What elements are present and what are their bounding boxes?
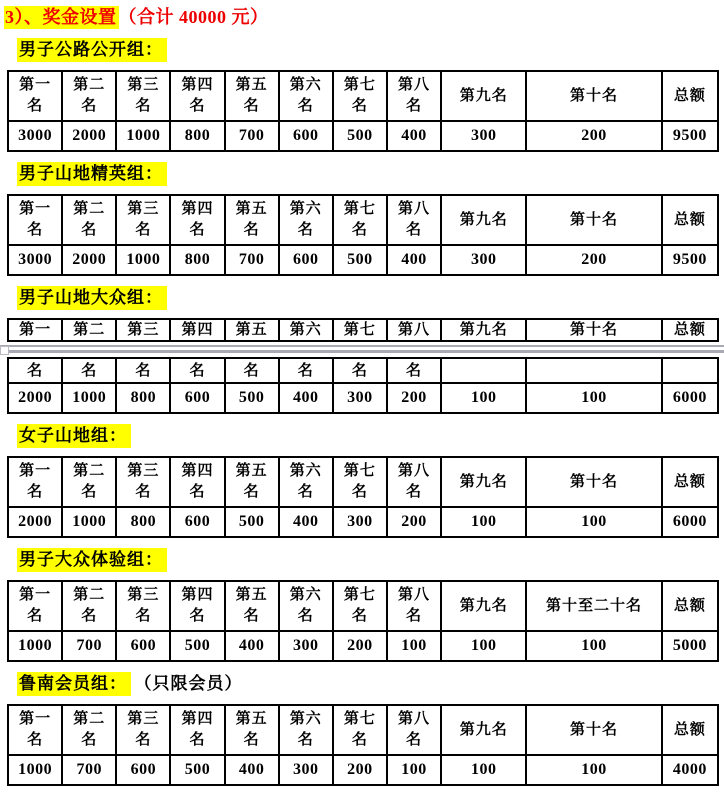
- column-header-cell: [225, 581, 279, 631]
- prize-value-cell: 2000: [62, 245, 116, 275]
- prize-value-cell: 500: [225, 507, 279, 537]
- column-header-line2: 名: [243, 608, 260, 624]
- column-header-cell: [387, 71, 441, 121]
- section-heading: [17, 669, 724, 695]
- column-header-cell: [333, 195, 387, 245]
- sections-container: [0, 35, 724, 786]
- column-header-cell: [441, 457, 526, 507]
- column-header-cell: [225, 457, 279, 507]
- column-header-line2: 名: [81, 608, 98, 624]
- column-header-cell: [662, 319, 718, 341]
- prize-value-cell: 100: [526, 383, 661, 413]
- prize-value-cell: 400: [279, 507, 333, 537]
- column-header-line2: 名: [135, 222, 152, 238]
- column-header-line2: 名: [81, 732, 98, 748]
- column-header-cell: [116, 319, 170, 341]
- column-header-line1: 第四: [181, 77, 214, 93]
- column-header-cell: [8, 71, 62, 121]
- column-header-line1: 第九名: [459, 322, 508, 338]
- prize-value-cell: 9500: [662, 245, 718, 275]
- column-header-line1: 第十名: [570, 211, 619, 228]
- column-header-line1: 第四: [181, 322, 214, 338]
- column-header-cell: [225, 71, 279, 121]
- column-header-line1: 第五: [235, 711, 268, 727]
- column-header-line1: 总额: [673, 87, 706, 104]
- prize-value-cell: 5000: [662, 631, 718, 661]
- column-header-line1: 第四: [181, 201, 214, 217]
- column-header-line1: 第一: [19, 201, 52, 217]
- column-header-cell: [441, 195, 526, 245]
- prize-value-cell: 200: [526, 245, 661, 275]
- prize-value-cell: 300: [441, 121, 526, 151]
- prize-value-row: [8, 631, 718, 661]
- prize-value-cell: 100: [387, 631, 441, 661]
- column-header-line2: 名: [135, 732, 152, 748]
- column-header-line1: 第八: [398, 587, 431, 603]
- column-header-line1: 第五: [235, 77, 268, 93]
- column-header-line1: 第六: [289, 322, 322, 338]
- column-header-line1: 第八: [398, 322, 431, 338]
- column-header-cell: [116, 457, 170, 507]
- column-header-line1: 第五: [235, 587, 268, 603]
- prize-value-row: [8, 121, 718, 151]
- column-header-cell: [526, 581, 661, 631]
- column-header-cell: [662, 705, 718, 755]
- prize-value-cell: 700: [225, 245, 279, 275]
- prize-value-cell: 6000: [662, 507, 718, 537]
- column-header-line2: 名: [406, 732, 423, 748]
- column-header-line1: 第十名: [570, 721, 619, 738]
- prize-value-cell: 200: [526, 121, 661, 151]
- column-header-cell: 名: [170, 358, 224, 383]
- page-title-highlighted: 3）、奖金设置: [5, 7, 117, 27]
- column-header-line1: 第十名: [570, 87, 619, 104]
- column-header-line1: 第二: [73, 463, 106, 479]
- prize-value-cell: 2000: [8, 383, 62, 413]
- column-header-line1: 总额: [673, 721, 706, 738]
- column-header-line1: 第七: [343, 322, 376, 338]
- prize-value-cell: 300: [441, 245, 526, 275]
- prize-value-cell: 700: [62, 631, 116, 661]
- column-header-line1: 第四: [181, 463, 214, 479]
- column-header-cell: [8, 195, 62, 245]
- prize-value-cell: 100: [526, 507, 661, 537]
- column-header-cell: [441, 705, 526, 755]
- column-header-cell: [116, 71, 170, 121]
- column-header-line1: 第八: [398, 201, 431, 217]
- column-header-cell: [8, 319, 62, 341]
- column-header-line1: 第九名: [459, 211, 508, 228]
- column-header-cell: [62, 319, 116, 341]
- column-header-line1: 第七: [343, 201, 376, 217]
- section-heading: [17, 35, 724, 61]
- prize-value-cell: 600: [279, 121, 333, 151]
- column-header-line2: 名: [81, 98, 98, 114]
- column-header-cell: [62, 705, 116, 755]
- column-header-line2: 名: [189, 484, 206, 500]
- section-label: 男子山地精英组：: [17, 162, 167, 186]
- prize-value-cell: 1000: [8, 631, 62, 661]
- column-header-cell: [526, 195, 661, 245]
- prize-value-cell: 1000: [116, 245, 170, 275]
- column-header-cell: [526, 457, 661, 507]
- column-header-cell: [279, 71, 333, 121]
- column-header-cell: [662, 581, 718, 631]
- column-header-cell: [279, 581, 333, 631]
- page-title: [0, 0, 724, 28]
- column-header-cell: 名: [333, 358, 387, 383]
- column-header-line2: 名: [27, 98, 44, 114]
- prize-header-row: [8, 195, 718, 245]
- column-header-line1: 第一: [19, 322, 52, 338]
- column-header-line2: 名: [406, 484, 423, 500]
- prize-value-cell: 600: [279, 245, 333, 275]
- page-corner: [0, 346, 9, 355]
- column-header-cell: [662, 71, 718, 121]
- prize-value-cell: 500: [170, 631, 224, 661]
- column-header-cell: 名: [116, 358, 170, 383]
- prize-header-row: [8, 457, 718, 507]
- prize-header-row: [8, 581, 718, 631]
- prize-value-cell: 300: [333, 383, 387, 413]
- prize-value-cell: 200: [387, 507, 441, 537]
- prize-value-cell: 800: [116, 507, 170, 537]
- prize-value-cell: 9500: [662, 121, 718, 151]
- column-header-line1: 第六: [289, 463, 322, 479]
- section-heading: [17, 283, 724, 309]
- prize-header-row-top: [8, 319, 718, 341]
- column-header-line2: 名: [406, 608, 423, 624]
- column-header-line1: 第九名: [459, 87, 508, 104]
- column-header-cell: [170, 705, 224, 755]
- column-header-line2: 名: [189, 608, 206, 624]
- column-header-line1: 第九名: [459, 473, 508, 490]
- prize-value-cell: 2000: [8, 507, 62, 537]
- prize-value-cell: 100: [526, 631, 661, 661]
- column-header-line1: 第一: [19, 463, 52, 479]
- column-header-cell: [116, 195, 170, 245]
- column-header-line2: 名: [351, 732, 368, 748]
- column-header-cell: [170, 319, 224, 341]
- prize-value-cell: 500: [333, 245, 387, 275]
- column-header-line1: 第二: [73, 77, 106, 93]
- column-header-line1: 第一: [19, 711, 52, 727]
- column-header-cell: [279, 705, 333, 755]
- column-header-cell: [441, 319, 526, 341]
- column-header-line2: 名: [406, 222, 423, 238]
- prize-value-cell: 1000: [62, 507, 116, 537]
- prize-table: [7, 357, 719, 414]
- section-label: 男子山地大众组：: [17, 286, 167, 310]
- column-header-cell: [526, 71, 661, 121]
- column-header-cell: [526, 358, 661, 383]
- column-header-line1: 第三: [127, 322, 160, 338]
- prize-value-cell: 400: [225, 755, 279, 785]
- prize-table: [7, 580, 719, 662]
- page-break-line-bottom: [0, 350, 724, 353]
- prize-value-cell: 400: [387, 121, 441, 151]
- column-header-cell: [387, 705, 441, 755]
- prize-value-cell: 600: [170, 507, 224, 537]
- column-header-cell: [170, 195, 224, 245]
- column-header-cell: [62, 581, 116, 631]
- column-header-line1: 第八: [398, 711, 431, 727]
- column-header-cell: 名: [8, 358, 62, 383]
- prize-table: [7, 704, 719, 786]
- prize-header-row: [8, 71, 718, 121]
- column-header-cell: [441, 71, 526, 121]
- section-label: 鲁南会员组：: [17, 672, 131, 696]
- column-header-cell: [116, 581, 170, 631]
- column-header-line1: 第三: [127, 201, 160, 217]
- column-header-line2: 名: [297, 98, 314, 114]
- column-header-line2: 名: [297, 608, 314, 624]
- column-header-line1: 第七: [343, 587, 376, 603]
- column-header-line1: 第十名: [570, 322, 619, 338]
- column-header-line1: 第一: [19, 77, 52, 93]
- prize-table: [7, 194, 719, 276]
- column-header-cell: [225, 319, 279, 341]
- column-header-cell: [441, 581, 526, 631]
- prize-value-cell: 800: [170, 245, 224, 275]
- column-header-line2: 名: [297, 484, 314, 500]
- prize-value-cell: 500: [170, 755, 224, 785]
- column-header-cell: [170, 581, 224, 631]
- column-header-line1: 总额: [673, 597, 706, 614]
- prize-value-cell: 100: [387, 755, 441, 785]
- column-header-line2: 名: [27, 222, 44, 238]
- column-header-line1: 第六: [289, 77, 322, 93]
- column-header-cell: 名: [225, 358, 279, 383]
- column-header-cell: [662, 195, 718, 245]
- prize-value-cell: 800: [170, 121, 224, 151]
- column-header-cell: 名: [62, 358, 116, 383]
- prize-value-cell: 4000: [662, 755, 718, 785]
- prize-value-cell: 1000: [8, 755, 62, 785]
- prize-value-cell: 100: [441, 507, 526, 537]
- column-header-cell: [387, 581, 441, 631]
- column-header-line1: 第八: [398, 463, 431, 479]
- column-header-line1: 第一: [19, 587, 52, 603]
- column-header-line2: 名: [27, 732, 44, 748]
- prize-value-cell: 1000: [62, 383, 116, 413]
- column-header-cell: [526, 705, 661, 755]
- prize-value-row: [8, 755, 718, 785]
- prize-value-cell: 6000: [662, 383, 718, 413]
- column-header-line1: 第八: [398, 77, 431, 93]
- column-header-cell: [8, 581, 62, 631]
- column-header-line2: 名: [243, 98, 260, 114]
- column-header-cell: [279, 457, 333, 507]
- column-header-cell: [387, 319, 441, 341]
- column-header-cell: [62, 71, 116, 121]
- column-header-cell: [170, 457, 224, 507]
- column-header-line2: 名: [81, 222, 98, 238]
- column-header-line1: 第六: [289, 711, 322, 727]
- column-header-line1: 第三: [127, 77, 160, 93]
- column-header-line2: 名: [189, 732, 206, 748]
- column-header-cell: [526, 319, 661, 341]
- section-label: 男子大众体验组：: [17, 548, 167, 572]
- prize-value-cell: 200: [387, 383, 441, 413]
- column-header-line2: 名: [135, 608, 152, 624]
- column-header-line2: 名: [189, 98, 206, 114]
- column-header-cell: [441, 358, 526, 383]
- prize-header-row-bottom: [8, 358, 718, 383]
- prize-value-cell: 700: [62, 755, 116, 785]
- prize-value-cell: 100: [441, 383, 526, 413]
- column-header-line2: 名: [297, 222, 314, 238]
- column-header-line1: 第三: [127, 587, 160, 603]
- column-header-line2: 名: [297, 732, 314, 748]
- column-header-cell: [387, 195, 441, 245]
- prize-value-cell: 400: [225, 631, 279, 661]
- prize-value-cell: 700: [225, 121, 279, 151]
- section-heading: [17, 545, 724, 571]
- column-header-cell: [387, 457, 441, 507]
- prize-value-cell: 100: [441, 631, 526, 661]
- prize-value-cell: 3000: [8, 121, 62, 151]
- column-header-line1: 第七: [343, 711, 376, 727]
- prize-value-cell: 3000: [8, 245, 62, 275]
- column-header-line2: 名: [406, 98, 423, 114]
- column-header-line1: 第五: [235, 201, 268, 217]
- column-header-line1: 第四: [181, 587, 214, 603]
- column-header-line1: 第九名: [459, 721, 508, 738]
- column-header-line1: 第二: [73, 587, 106, 603]
- page-break-indicator: [0, 342, 724, 357]
- section-label: 女子山地组：: [17, 424, 131, 448]
- column-header-line1: 第七: [343, 463, 376, 479]
- prize-header-row: [8, 705, 718, 755]
- prize-value-cell: 600: [170, 383, 224, 413]
- column-header-cell: 名: [279, 358, 333, 383]
- prize-value-cell: 200: [333, 631, 387, 661]
- prize-value-cell: 1000: [116, 121, 170, 151]
- prize-value-row: [8, 507, 718, 537]
- section-heading: [17, 159, 724, 185]
- column-header-line1: 第三: [127, 463, 160, 479]
- column-header-line1: 第六: [289, 587, 322, 603]
- prize-value-cell: 600: [116, 631, 170, 661]
- prize-value-row: [8, 383, 718, 413]
- column-header-cell: [225, 195, 279, 245]
- column-header-cell: [279, 195, 333, 245]
- column-header-cell: [170, 71, 224, 121]
- section-heading: [17, 421, 724, 447]
- column-header-cell: [279, 319, 333, 341]
- column-header-cell: [116, 705, 170, 755]
- prize-value-cell: 300: [279, 631, 333, 661]
- column-header-cell: [333, 581, 387, 631]
- column-header-line1: 第五: [235, 463, 268, 479]
- column-header-line1: 第六: [289, 201, 322, 217]
- prize-value-cell: 300: [279, 755, 333, 785]
- section-label: 男子公路公开组：: [17, 38, 167, 62]
- prize-value-row: [8, 245, 718, 275]
- column-header-line1: 第九名: [459, 597, 508, 614]
- column-header-cell: [8, 457, 62, 507]
- column-header-line1: 第四: [181, 711, 214, 727]
- column-header-cell: 名: [387, 358, 441, 383]
- column-header-line2: 名: [243, 732, 260, 748]
- column-header-line1: 总额: [673, 322, 706, 338]
- column-header-line2: 名: [189, 222, 206, 238]
- column-header-line2: 名: [351, 484, 368, 500]
- prize-table: [7, 456, 719, 538]
- prize-value-cell: 800: [116, 383, 170, 413]
- prize-value-cell: 500: [333, 121, 387, 151]
- prize-value-cell: 600: [116, 755, 170, 785]
- prize-value-cell: 500: [225, 383, 279, 413]
- column-header-cell: [333, 319, 387, 341]
- column-header-line2: 名: [27, 484, 44, 500]
- column-header-line1: 第二: [73, 322, 106, 338]
- column-header-cell: [662, 358, 718, 383]
- column-header-line2: 名: [351, 608, 368, 624]
- column-header-line1: 第五: [235, 322, 268, 338]
- prize-table: [7, 318, 719, 342]
- prize-table: [7, 70, 719, 152]
- column-header-line2: 名: [351, 98, 368, 114]
- column-header-line1: 总额: [673, 211, 706, 228]
- column-header-line2: 名: [243, 484, 260, 500]
- section-note: （只限会员）: [143, 674, 243, 693]
- column-header-line1: 总额: [673, 473, 706, 490]
- column-header-cell: [333, 705, 387, 755]
- column-header-line1: 第十名: [570, 473, 619, 490]
- column-header-line1: 第二: [73, 711, 106, 727]
- prize-value-cell: 100: [441, 755, 526, 785]
- column-header-line1: 第七: [343, 77, 376, 93]
- column-header-line1: 第三: [127, 711, 160, 727]
- column-header-cell: [333, 457, 387, 507]
- page-title-rest: （合计 40000 元）: [118, 7, 269, 27]
- column-header-line2: 名: [27, 608, 44, 624]
- column-header-line2: 名: [243, 222, 260, 238]
- prize-value-cell: 100: [526, 755, 661, 785]
- column-header-line1: 第十至二十名: [546, 597, 643, 614]
- page-break-line-top: [0, 345, 724, 347]
- prize-value-cell: 400: [279, 383, 333, 413]
- column-header-line2: 名: [351, 222, 368, 238]
- column-header-cell: [8, 705, 62, 755]
- prize-value-cell: 300: [333, 507, 387, 537]
- column-header-cell: [333, 71, 387, 121]
- column-header-cell: [62, 457, 116, 507]
- column-header-cell: [62, 195, 116, 245]
- column-header-line2: 名: [81, 484, 98, 500]
- column-header-cell: [662, 457, 718, 507]
- column-header-cell: [225, 705, 279, 755]
- prize-value-cell: 2000: [62, 121, 116, 151]
- column-header-line2: 名: [135, 484, 152, 500]
- column-header-line1: 第二: [73, 201, 106, 217]
- column-header-line2: 名: [135, 98, 152, 114]
- prize-value-cell: 200: [333, 755, 387, 785]
- prize-value-cell: 400: [387, 245, 441, 275]
